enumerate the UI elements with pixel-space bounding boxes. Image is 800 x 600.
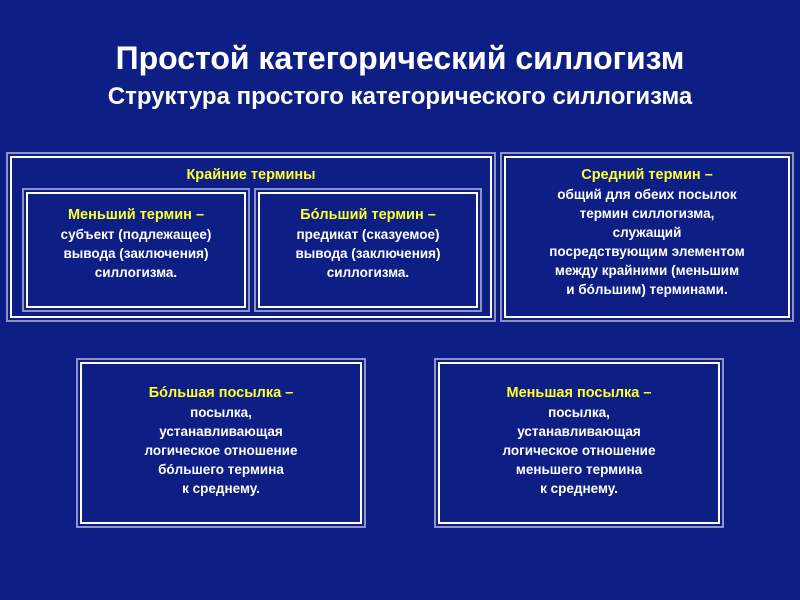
- major-premise-heading: Бóльшая посылка –: [148, 385, 294, 401]
- slide-title: Простой категорический силлогизм: [115, 40, 685, 76]
- minor-premise-text: [440, 403, 718, 498]
- text-line: к среднему.: [540, 481, 618, 496]
- text-line: вывода (заключения): [63, 246, 209, 261]
- text-line: посылка,: [190, 405, 252, 420]
- minor-term-text: [28, 225, 244, 282]
- major-premise-text: [82, 403, 360, 498]
- minor-premise-box: [438, 362, 720, 524]
- text-line: между крайними (меньшим: [554, 263, 740, 278]
- major-premise-box: [80, 362, 362, 524]
- text-line: логическое отношение: [144, 443, 298, 458]
- major-term-text: [260, 225, 476, 282]
- major-term-box: [258, 192, 478, 308]
- text-line: меньшего термина: [515, 462, 643, 477]
- text-line: служащий: [612, 225, 682, 240]
- text-line: логическое отношение: [502, 443, 656, 458]
- text-line: бóльшего термина: [158, 462, 284, 477]
- text-line: субъект (подлежащее): [60, 227, 212, 242]
- text-line: к среднему.: [182, 481, 260, 496]
- middle-term-heading: Средний термин –: [581, 167, 713, 183]
- text-line: вывода (заключения): [295, 246, 441, 261]
- text-line: общий для обеих посылок: [557, 187, 737, 202]
- minor-term-heading: Меньший термин –: [67, 207, 205, 223]
- minor-term-box: [26, 192, 246, 308]
- minor-premise-heading: Меньшая посылка –: [506, 385, 652, 401]
- text-line: посредствующим элементом: [549, 244, 745, 259]
- text-line: посылка,: [548, 405, 610, 420]
- major-term-heading: Бóльший термин –: [300, 207, 436, 223]
- text-line: и бóльшим) терминами.: [566, 282, 728, 297]
- middle-term-box: [504, 156, 790, 318]
- text-line: устанавливающая: [517, 424, 641, 439]
- extreme-terms-heading: Крайние термины: [186, 167, 316, 183]
- text-line: предикат (сказуемое): [296, 227, 440, 242]
- middle-term-text: [506, 185, 788, 299]
- slide-subtitle: Структура простого категорического силлогизма: [107, 83, 693, 110]
- text-line: силлогизма.: [326, 265, 410, 280]
- text-line: устанавливающая: [159, 424, 283, 439]
- text-line: термин силлогизма,: [579, 206, 715, 221]
- text-line: силлогизма.: [94, 265, 178, 280]
